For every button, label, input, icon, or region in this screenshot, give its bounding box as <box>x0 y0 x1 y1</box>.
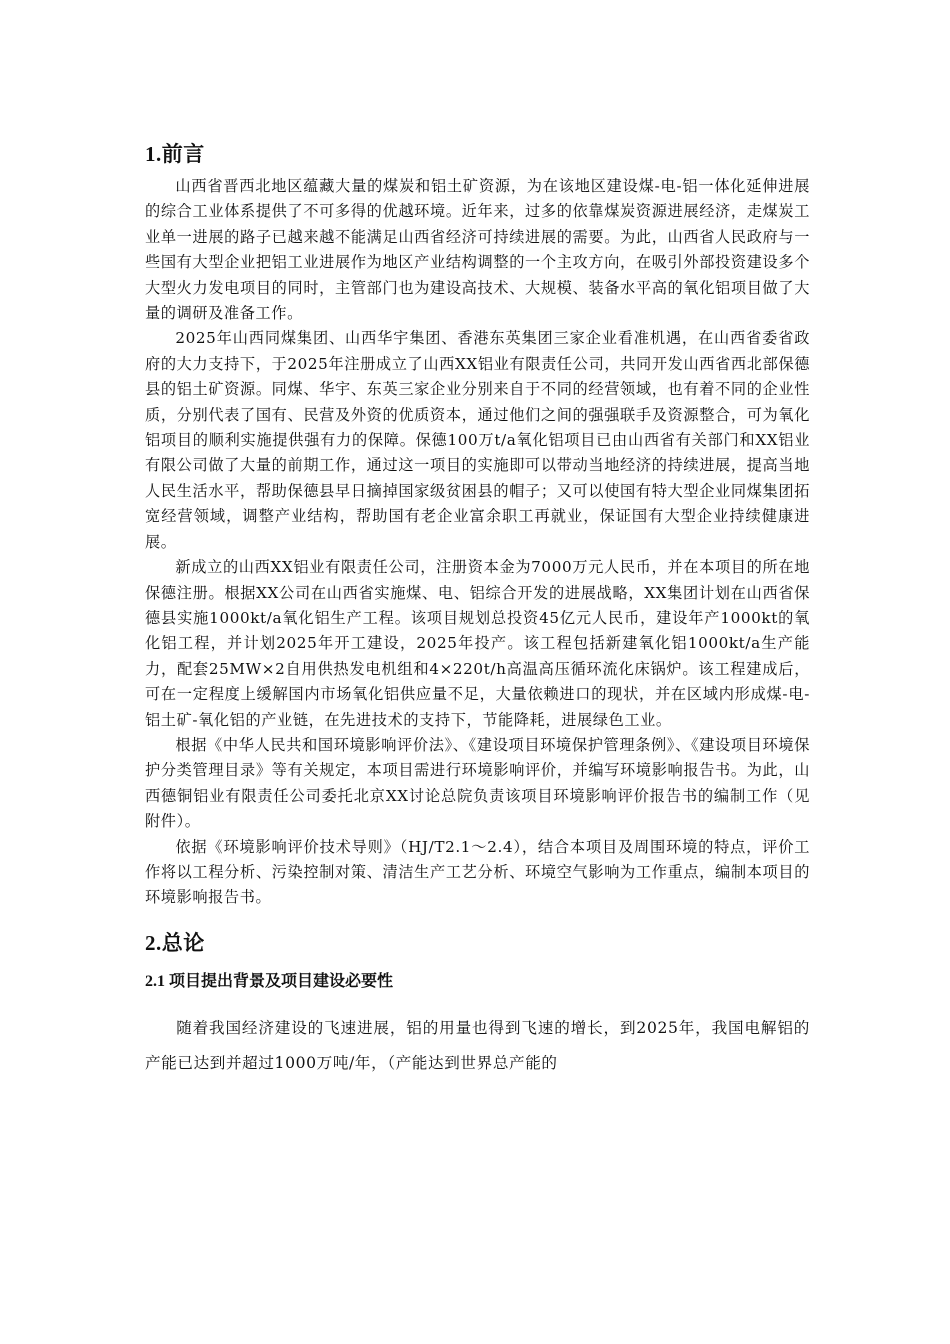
intro-paragraph-3: 新成立的山西XX铝业有限责任公司，注册资本金为7000万元人民币，并在本项目的所在地保德注册。根据XX公司在山西省实施煤、电、铝综合开发的进展战略，XX集团计划在山西省保德县实施1000kt/a氧化铝生产工程。该项目规划总投资45亿元人民币，建设年产1000kt的氧化铝工程，并计划2025年开工建设，2025年投产。该工程包括新建氧化铝1000kt/a生产能力，配套25MW×2自用供热发电机组和4×220t/h高温高压循环流化床锅炉。该工程建成后，可在一定程度上缓解国内市场氧化铝供应量不足，大量依赖进口的现状，并在区域内形成煤-电-铝土矿-氧化铝的产业链，在先进技术的支持下，节能降耗，进展绿色工业。 <box>145 558 810 729</box>
intro-paragraph-1: 山西省晋西北地区蕴藏大量的煤炭和铝土矿资源，为在该地区建设煤-电-铝一体化延伸进展的综合工业体系提供了不可多得的优越环境。近年来，过多的依靠煤炭资源进展经济，走煤炭工业单一进展的路子已越来越不能满足山西省经济可持续进展的需要。为此，山西省人民政府与一些国有大型企业把铝工业进展作为地区产业结构调整的一个主攻方向，在吸引外部投资建设多个大型火力发电项目的同时，主管部门也为建设高技术、大规模、装备水平高的氧化铝项目做了大量的调研及准备工作。 <box>145 177 810 323</box>
background-paragraph: 随着我国经济建设的飞速进展，铝的用量也得到飞速的增长，到2025年，我国电解铝的产能已达到并超过1000万吨/年，（产能达到世界总产能的 <box>145 1018 810 1072</box>
section-heading-intro: 1.前言 <box>145 142 205 166</box>
intro-paragraph-4: 根据《中华人民共和国环境影响评价法》、《建设项目环境保护管理条例》、《建设项目环境保护分类管理目录》等有关规定，本项目需进行环境影响评价，并编写环境影响报告书。为此，山西德铜铝业有限责任公司委托北京XX讨论总院负责该项目环境影响评价报告书的编制工作（见附件）。 <box>145 735 810 831</box>
section-heading-general: 2.总论 <box>145 930 205 955</box>
intro-paragraph-2: 2025年山西同煤集团、山西华宇集团、香港东英集团三家企业看准机遇，在山西省委省政府的大力支持下，于2025年注册成立了山西XX铝业有限责任公司，共同开发山西省西北部保德县的铝土矿资源。同煤、华宇、东英三家企业分别来自于不同的经营领域，也有着不同的企业性质，分别代表了国有、民营及外资的优质资本，通过他们之间的强强联手及资源整合，可为氧化铝项目的顺利实施提供强有力的保障。保德100万t/a氧化铝项目已由山西省有关部门和XX铝业有限公司做了大量的前期工作，通过这一项目的实施即可以带动当地经济的持续进展，提高当地人民生活水平，帮助保德县早日摘掉国家级贫困县的帽子；又可以使国有特大型企业同煤集团拓宽经营领域，调整产业结构，帮助国有老企业富余职工再就业，保证国有大型企业持续健康进展。 <box>145 329 810 551</box>
intro-paragraph-5: 依据《环境影响评价技术导则》（HJ/T2.1～2.4），结合本项目及周围环境的特点，评价工作将以工程分析、污染控制对策、清洁生产工艺分析、环境空气影响为工作重点，编制本项目的环境影响报告书。 <box>145 837 810 907</box>
subsection-heading-background: 2.1 项目提出背景及项目建设必要性 <box>145 972 394 990</box>
document-page <box>145 140 810 1081</box>
